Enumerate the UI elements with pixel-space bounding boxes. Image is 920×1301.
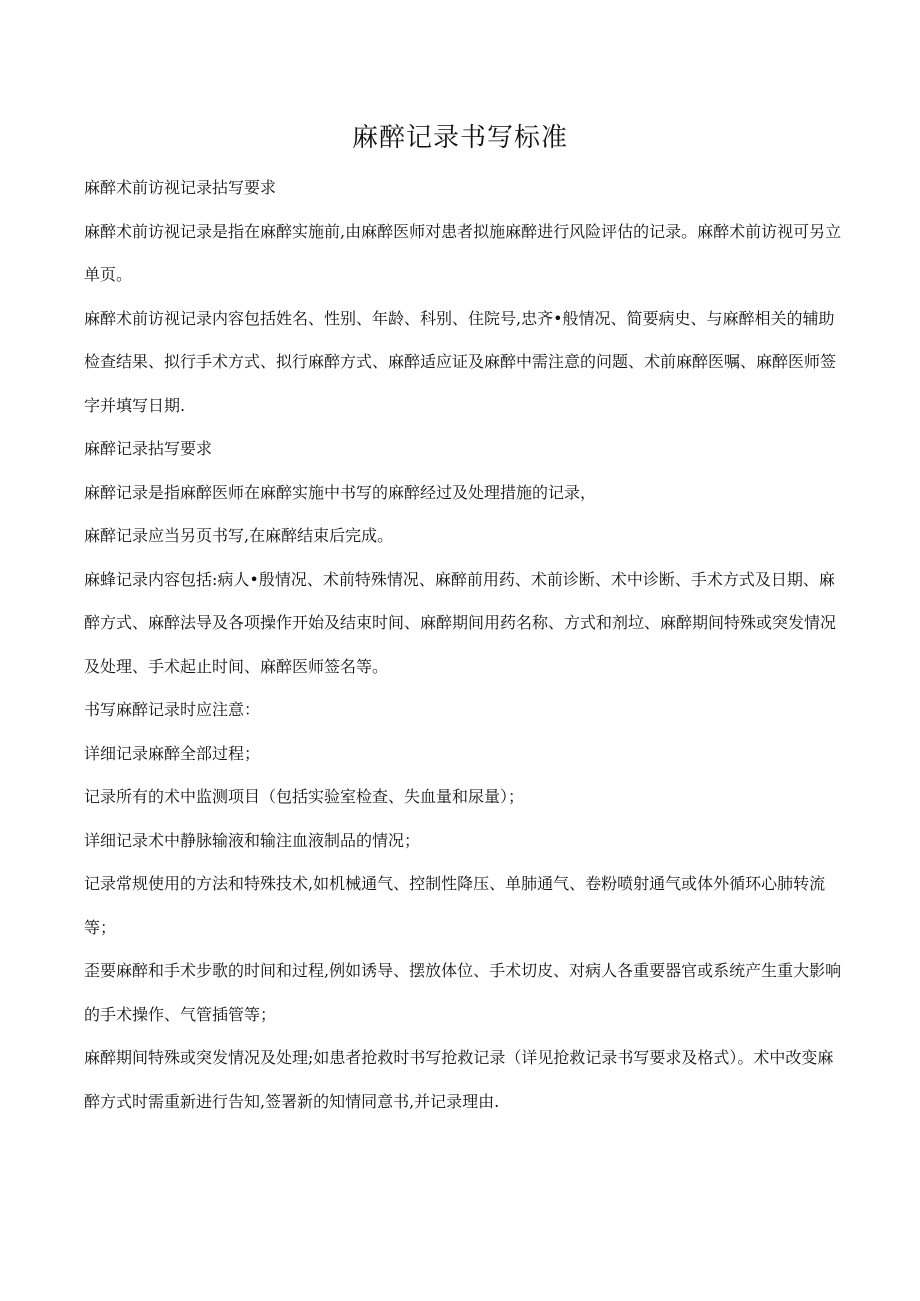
note-item: 记录所有的术中监测项目（包括实验室检查、失血量和尿量）； [84,787,525,806]
paragraph-preop-definition: 麻醉术前访视记录是指在麻醉实施前,由麻醉医师对患者拟施麻醉进行风险评估的记录。麻醉术前访视可另立单页。 [84,221,842,284]
heading-anesthesia-record: 麻醉记录拈写要求 [84,439,213,458]
note-item: 歪要麻醉和手术步歌的时间和过程,例如诱导、摆放体位、手术切皮、对病人各重要器官或系统产生重大影响的手术操作、气管插管等； [84,961,842,1024]
note-item: 详细记录麻醉全部过程； [84,743,261,763]
note-item: 麻醉期间特殊或突发情况及处理;如患者抢救时书写抢救记录（详见抢救记录书写要求及格式）。术中改变麻醉方式时需重新进行告知,签署新的知情同意书,并记录理由. [84,1048,834,1111]
heading-preop-visit: 麻醉术前访视记录拈写要求 [84,178,277,197]
document-title: 麻醉记录书写标准 [351,123,568,153]
heading-writing-notes: 书写麻醉记录时应注意： [84,700,261,719]
note-item: 记录常规使用的方法和特殊技术,如机械通气、控制性降压、单肺通气、卷粉喷射通气或体外循环心肺转流等； [84,874,826,937]
paragraph-preop-content: 麻醉术前访视记录内容包括姓名、性别、年龄、科别、住院号,忠齐•般情况、简要病史、与麻醉相关的辅助检查结果、拟行手术方式、拟行麻醉方式、麻醉适应证及麻醉中需注意的问题、术前麻醉医嘱、麻醉医师签字并填写日期. [84,308,837,415]
paragraph-record-definition: 麻醉记录是指麻醉医师在麻醉实施中书写的麻醉经过及处理措施的记录， [84,482,597,502]
document-body [84,166,844,1123]
note-item: 详细记录术中静脉输液和输注血液制品的情况； [84,830,421,850]
paragraph-record-content: 麻蜂记录内容包括:病人•殷情况、术前特殊情况、麻醉前用药、术前诊断、术中诊断、手术方式及日期、麻醉方式、麻醉法导及各项操作开始及结束时间、麻醉期间用药名称、方式和剂垃、麻醉期间特殊或突发情况及处理、手术起止时间、麻醉医师签名等。 [84,569,837,676]
paragraph-record-separate-page: 麻醉记录应当另页书写,在麻醉结束后完成。 [84,526,394,545]
